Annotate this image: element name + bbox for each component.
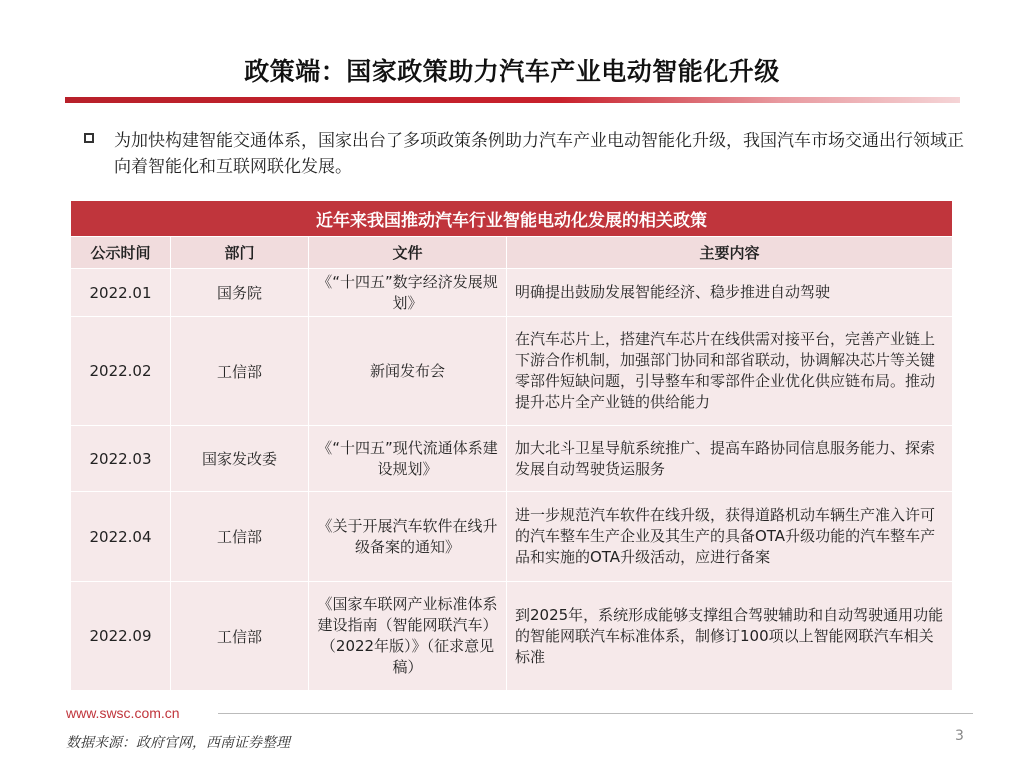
cell-content: 明确提出鼓励发展智能经济、稳步推进自动驾驶 bbox=[507, 269, 953, 317]
footer-website-link[interactable]: www.swsc.com.cn bbox=[66, 705, 180, 721]
cell-content: 加大北斗卫星导航系统推广、提高车路协同信息服务能力、探索发展自动驾驶货运服务 bbox=[507, 426, 953, 492]
header-date: 公示时间 bbox=[71, 237, 171, 269]
header-doc: 文件 bbox=[309, 237, 507, 269]
header-content: 主要内容 bbox=[507, 237, 953, 269]
cell-dept: 国务院 bbox=[171, 269, 309, 317]
cell-dept: 工信部 bbox=[171, 317, 309, 426]
cell-dept: 工信部 bbox=[171, 582, 309, 691]
cell-dept: 国家发改委 bbox=[171, 426, 309, 492]
table-row bbox=[71, 492, 953, 582]
footer-divider bbox=[218, 713, 973, 714]
cell-doc: 《关于开展汽车软件在线升级备案的通知》 bbox=[309, 492, 507, 582]
cell-dept: 工信部 bbox=[171, 492, 309, 582]
policy-table bbox=[70, 200, 953, 691]
cell-doc: 《国家车联网产业标准体系建设指南（智能网联汽车）（2022年版）》（征求意见稿） bbox=[309, 582, 507, 691]
cell-date: 2022.01 bbox=[71, 269, 171, 317]
table-caption: 近年来我国推动汽车行业智能电动化发展的相关政策 bbox=[71, 201, 953, 237]
cell-date: 2022.03 bbox=[71, 426, 171, 492]
intro-bullet bbox=[84, 128, 964, 180]
data-source-note: 数据来源：政府官网，西南证券整理 bbox=[66, 735, 290, 751]
page-title: 政策端：国家政策助力汽车产业电动智能化升级 bbox=[244, 57, 780, 86]
square-bullet-icon bbox=[84, 133, 94, 143]
title-underline-bar bbox=[65, 97, 960, 103]
cell-content: 到2025年，系统形成能够支撑组合驾驶辅助和自动驾驶通用功能的智能网联汽车标准体系，制修订100项以上智能网联汽车相关标准 bbox=[507, 582, 953, 691]
cell-doc: 《“十四五”现代流通体系建设规划》 bbox=[309, 426, 507, 492]
header-dept: 部门 bbox=[171, 237, 309, 269]
cell-content: 进一步规范汽车软件在线升级，获得道路机动车辆生产准入许可的汽车整车生产企业及其生产的具备OTA升级功能的汽车整车产品和实施的OTA升级活动，应进行备案 bbox=[507, 492, 953, 582]
table-row bbox=[71, 426, 953, 492]
table-caption-row bbox=[71, 201, 953, 237]
cell-date: 2022.04 bbox=[71, 492, 171, 582]
cell-doc: 新闻发布会 bbox=[309, 317, 507, 426]
intro-bullet-text: 为加快构建智能交通体系，国家出台了多项政策条例助力汽车产业电动智能化升级，我国汽车市场交通出行领域正向着智能化和互联网联化发展。 bbox=[114, 131, 964, 177]
table-header-row bbox=[71, 237, 953, 269]
cell-date: 2022.09 bbox=[71, 582, 171, 691]
cell-date: 2022.02 bbox=[71, 317, 171, 426]
table-row bbox=[71, 582, 953, 691]
table-row bbox=[71, 317, 953, 426]
table-row bbox=[71, 269, 953, 317]
cell-content: 在汽车芯片上，搭建汽车芯片在线供需对接平台，完善产业链上下游合作机制，加强部门协同和部省联动，协调解决芯片等关键零部件短缺问题，引导整车和零部件企业优化供应链布局。推动提升芯片全产业链的供给能力 bbox=[507, 317, 953, 426]
cell-doc: 《“十四五”数字经济发展规划》 bbox=[309, 269, 507, 317]
page-number: 3 bbox=[955, 728, 964, 744]
